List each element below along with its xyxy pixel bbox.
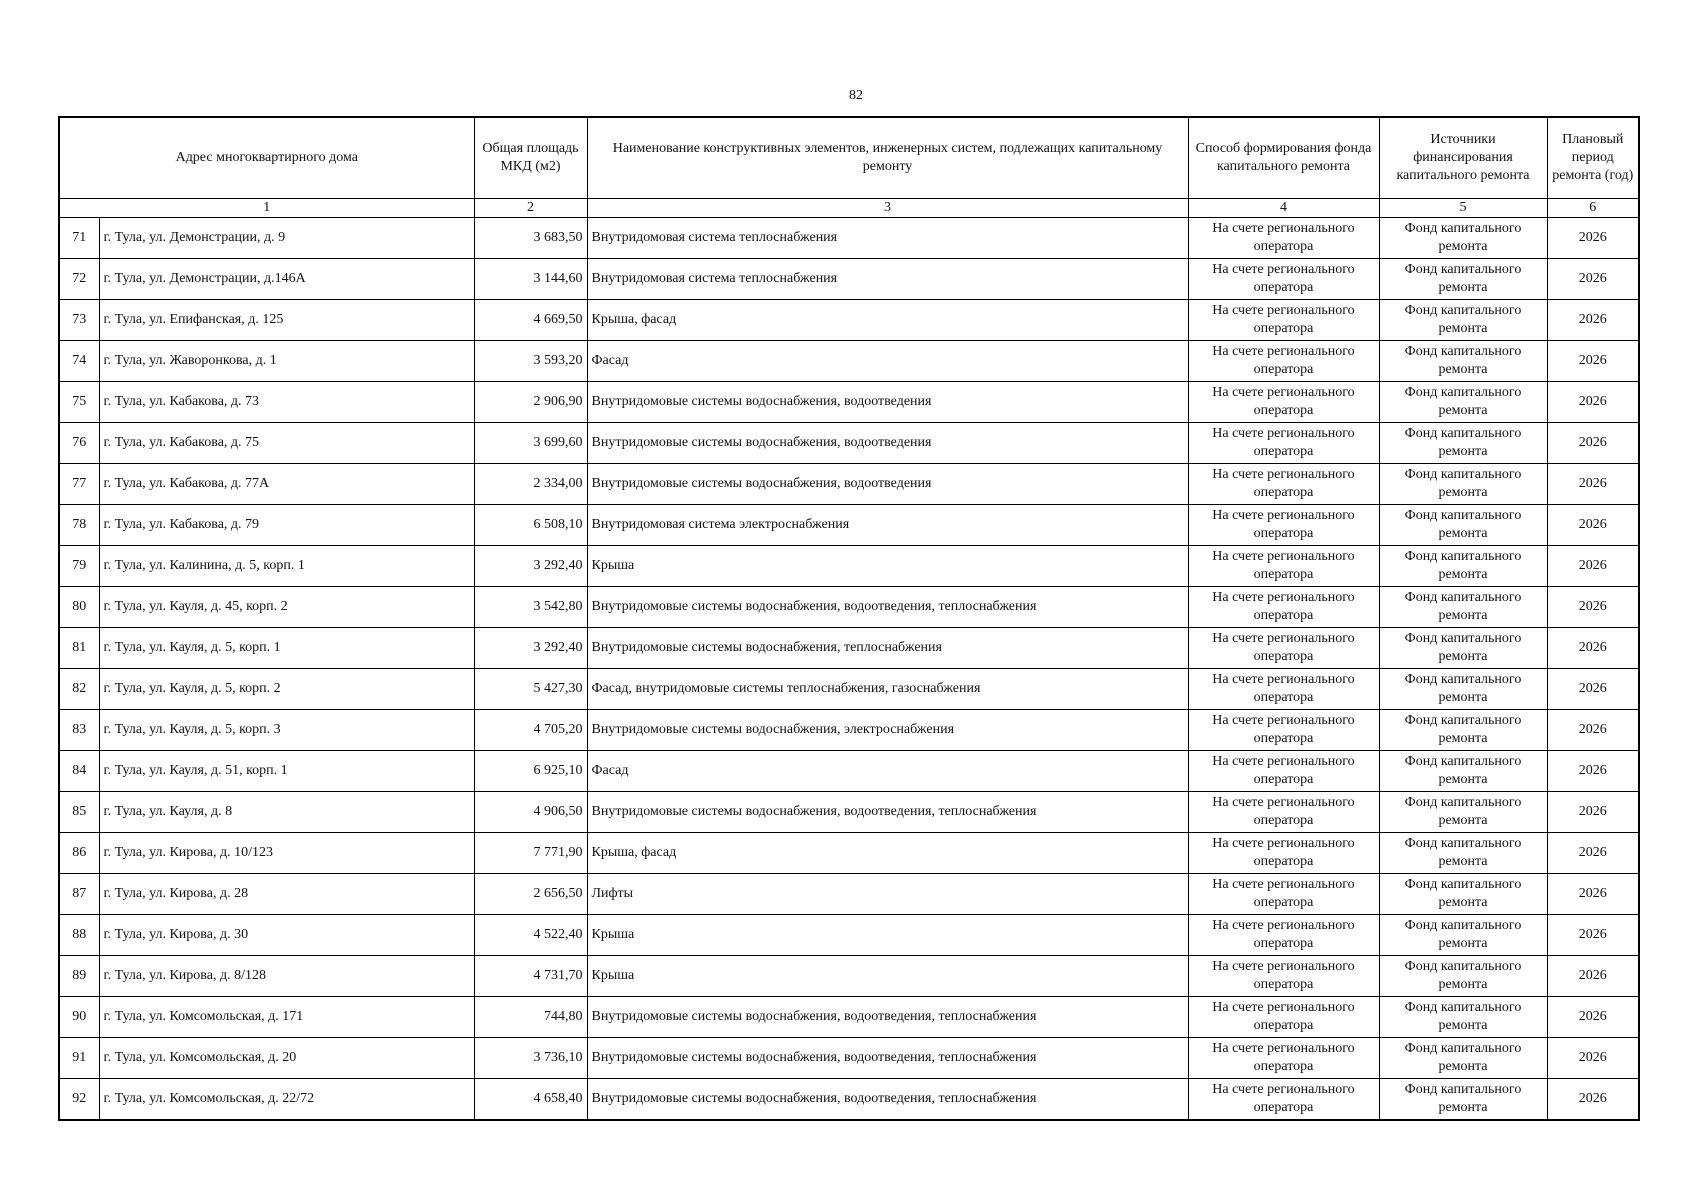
method-text: оператора bbox=[1253, 485, 1314, 500]
area-cell: 3 736,10 bbox=[474, 1038, 587, 1079]
table-row bbox=[59, 300, 1639, 341]
method-cell bbox=[1188, 546, 1379, 587]
year-cell: 2026 bbox=[1547, 1038, 1639, 1079]
row-number: 89 bbox=[59, 956, 99, 997]
elements-cell: Внутридомовые системы водоснабжения, водоотведения, теплоснабжения bbox=[587, 1079, 1188, 1121]
address-cell: г. Тула, ул. Кауля, д. 5, корп. 2 bbox=[99, 669, 474, 710]
area-cell: 4 906,50 bbox=[474, 792, 587, 833]
header-elements: Наименование конструктивных элементов, инженерных систем, подлежащих капитальному ремонту bbox=[587, 117, 1188, 199]
source-text: Фонд капитального bbox=[1404, 1082, 1522, 1097]
year-cell: 2026 bbox=[1547, 669, 1639, 710]
source-text: ремонта bbox=[1438, 649, 1488, 664]
method-text: оператора bbox=[1253, 731, 1314, 746]
source-cell bbox=[1379, 341, 1547, 382]
method-text: На счете регионального bbox=[1212, 713, 1355, 728]
method-cell bbox=[1188, 464, 1379, 505]
column-number: 3 bbox=[587, 199, 1188, 218]
elements-cell: Внутридомовая система теплоснабжения bbox=[587, 218, 1188, 259]
source-text: ремонта bbox=[1438, 321, 1488, 336]
method-cell bbox=[1188, 1079, 1379, 1121]
method-text: оператора bbox=[1253, 977, 1314, 992]
source-text: ремонта bbox=[1438, 690, 1488, 705]
year-cell: 2026 bbox=[1547, 874, 1639, 915]
table-row bbox=[59, 628, 1639, 669]
header-address: Адрес многоквартирного дома bbox=[59, 117, 474, 199]
source-cell bbox=[1379, 915, 1547, 956]
source-cell bbox=[1379, 505, 1547, 546]
address-cell: г. Тула, ул. Епифанская, д. 125 bbox=[99, 300, 474, 341]
source-cell bbox=[1379, 464, 1547, 505]
source-text: Фонд капитального bbox=[1404, 385, 1522, 400]
source-cell bbox=[1379, 997, 1547, 1038]
table-row bbox=[59, 874, 1639, 915]
source-text: ремонта bbox=[1438, 608, 1488, 623]
row-number: 72 bbox=[59, 259, 99, 300]
method-text: На счете регионального bbox=[1212, 549, 1355, 564]
source-text: Фонд капитального bbox=[1404, 959, 1522, 974]
header-period: Плановый период ремонта (год) bbox=[1547, 117, 1639, 199]
elements-cell: Фасад, внутридомовые системы теплоснабжения, газоснабжения bbox=[587, 669, 1188, 710]
source-cell bbox=[1379, 1079, 1547, 1121]
address-cell: г. Тула, ул. Кауля, д. 51, корп. 1 bbox=[99, 751, 474, 792]
year-cell: 2026 bbox=[1547, 628, 1639, 669]
source-cell bbox=[1379, 710, 1547, 751]
method-text: На счете регионального bbox=[1212, 467, 1355, 482]
source-text: ремонта bbox=[1438, 731, 1488, 746]
column-number: 1 bbox=[59, 199, 474, 218]
method-text: На счете регионального bbox=[1212, 426, 1355, 441]
year-cell: 2026 bbox=[1547, 997, 1639, 1038]
method-text: оператора bbox=[1253, 854, 1314, 869]
table-row bbox=[59, 792, 1639, 833]
table-body bbox=[59, 218, 1639, 1121]
elements-cell: Внутридомовые системы водоснабжения, теплоснабжения bbox=[587, 628, 1188, 669]
source-text: ремонта bbox=[1438, 567, 1488, 582]
source-cell bbox=[1379, 546, 1547, 587]
header-area: Общая площадь МКД (м2) bbox=[474, 117, 587, 199]
area-cell: 2 656,50 bbox=[474, 874, 587, 915]
method-text: оператора bbox=[1253, 772, 1314, 787]
source-text: ремонта bbox=[1438, 444, 1488, 459]
method-text: На счете регионального bbox=[1212, 631, 1355, 646]
method-text: На счете регионального bbox=[1212, 590, 1355, 605]
elements-cell: Крыша, фасад bbox=[587, 300, 1188, 341]
elements-cell: Фасад bbox=[587, 751, 1188, 792]
page-number: 82 bbox=[849, 88, 863, 103]
source-text: Фонд капитального bbox=[1404, 590, 1522, 605]
area-cell: 7 771,90 bbox=[474, 833, 587, 874]
year-cell: 2026 bbox=[1547, 382, 1639, 423]
row-number: 79 bbox=[59, 546, 99, 587]
elements-cell: Лифты bbox=[587, 874, 1188, 915]
source-text: Фонд капитального bbox=[1404, 467, 1522, 482]
address-cell: г. Тула, ул. Кабакова, д. 77А bbox=[99, 464, 474, 505]
address-cell: г. Тула, ул. Кабакова, д. 79 bbox=[99, 505, 474, 546]
elements-cell: Внутридомовые системы водоснабжения, водоотведения, теплоснабжения bbox=[587, 1038, 1188, 1079]
table-row bbox=[59, 751, 1639, 792]
elements-cell: Внутридомовые системы водоснабжения, водоотведения, теплоснабжения bbox=[587, 587, 1188, 628]
row-number: 84 bbox=[59, 751, 99, 792]
table-row bbox=[59, 1038, 1639, 1079]
method-text: оператора bbox=[1253, 1018, 1314, 1033]
method-cell bbox=[1188, 833, 1379, 874]
elements-cell: Внутридомовая система электроснабжения bbox=[587, 505, 1188, 546]
method-cell bbox=[1188, 956, 1379, 997]
method-text: На счете регионального bbox=[1212, 836, 1355, 851]
source-cell bbox=[1379, 792, 1547, 833]
source-cell bbox=[1379, 587, 1547, 628]
column-number: 2 bbox=[474, 199, 587, 218]
source-cell bbox=[1379, 833, 1547, 874]
method-cell bbox=[1188, 669, 1379, 710]
source-text: ремонта bbox=[1438, 1018, 1488, 1033]
row-number: 92 bbox=[59, 1079, 99, 1121]
source-text: ремонта bbox=[1438, 936, 1488, 951]
year-cell: 2026 bbox=[1547, 300, 1639, 341]
method-cell bbox=[1188, 997, 1379, 1038]
table-row bbox=[59, 259, 1639, 300]
year-cell: 2026 bbox=[1547, 1079, 1639, 1121]
address-cell: г. Тула, ул. Кауля, д. 45, корп. 2 bbox=[99, 587, 474, 628]
year-cell: 2026 bbox=[1547, 341, 1639, 382]
method-cell bbox=[1188, 628, 1379, 669]
area-cell: 4 522,40 bbox=[474, 915, 587, 956]
table-row bbox=[59, 1079, 1639, 1121]
source-text: ремонта bbox=[1438, 403, 1488, 418]
source-text: Фонд капитального bbox=[1404, 262, 1522, 277]
source-cell bbox=[1379, 874, 1547, 915]
capital-repair-table bbox=[58, 116, 1640, 1121]
area-cell: 3 144,60 bbox=[474, 259, 587, 300]
table-row bbox=[59, 464, 1639, 505]
address-cell: г. Тула, ул. Кирова, д. 30 bbox=[99, 915, 474, 956]
method-text: На счете регионального bbox=[1212, 262, 1355, 277]
table-row bbox=[59, 218, 1639, 259]
source-text: Фонд капитального bbox=[1404, 549, 1522, 564]
source-cell bbox=[1379, 1038, 1547, 1079]
table-row bbox=[59, 915, 1639, 956]
table-row bbox=[59, 997, 1639, 1038]
year-cell: 2026 bbox=[1547, 218, 1639, 259]
header-method: Способ формирования фонда капитального ремонта bbox=[1188, 117, 1379, 199]
source-cell bbox=[1379, 956, 1547, 997]
method-cell bbox=[1188, 792, 1379, 833]
source-cell bbox=[1379, 259, 1547, 300]
method-text: оператора bbox=[1253, 239, 1314, 254]
source-text: ремонта bbox=[1438, 977, 1488, 992]
row-number: 83 bbox=[59, 710, 99, 751]
area-cell: 6 508,10 bbox=[474, 505, 587, 546]
address-cell: г. Тула, ул. Кирова, д. 10/123 bbox=[99, 833, 474, 874]
year-cell: 2026 bbox=[1547, 423, 1639, 464]
source-text: Фонд капитального bbox=[1404, 672, 1522, 687]
column-number-row bbox=[59, 199, 1639, 218]
row-number: 91 bbox=[59, 1038, 99, 1079]
source-text: Фонд капитального bbox=[1404, 754, 1522, 769]
method-cell bbox=[1188, 915, 1379, 956]
source-text: ремонта bbox=[1438, 854, 1488, 869]
method-text: оператора bbox=[1253, 608, 1314, 623]
method-text: На счете регионального bbox=[1212, 508, 1355, 523]
method-cell bbox=[1188, 1038, 1379, 1079]
method-text: оператора bbox=[1253, 444, 1314, 459]
area-cell: 3 542,80 bbox=[474, 587, 587, 628]
row-number: 86 bbox=[59, 833, 99, 874]
method-text: На счете регионального bbox=[1212, 1000, 1355, 1015]
row-number: 77 bbox=[59, 464, 99, 505]
method-text: оператора bbox=[1253, 280, 1314, 295]
elements-cell: Фасад bbox=[587, 341, 1188, 382]
address-cell: г. Тула, ул. Кирова, д. 28 bbox=[99, 874, 474, 915]
source-text: ремонта bbox=[1438, 895, 1488, 910]
source-text: Фонд капитального bbox=[1404, 303, 1522, 318]
method-cell bbox=[1188, 587, 1379, 628]
source-text: ремонта bbox=[1438, 239, 1488, 254]
source-text: ремонта bbox=[1438, 526, 1488, 541]
source-cell bbox=[1379, 382, 1547, 423]
source-cell bbox=[1379, 669, 1547, 710]
method-text: оператора bbox=[1253, 1100, 1314, 1115]
row-number: 90 bbox=[59, 997, 99, 1038]
elements-cell: Внутридомовые системы водоснабжения, водоотведения bbox=[587, 382, 1188, 423]
row-number: 75 bbox=[59, 382, 99, 423]
address-cell: г. Тула, ул. Кауля, д. 5, корп. 1 bbox=[99, 628, 474, 669]
source-text: Фонд капитального bbox=[1404, 508, 1522, 523]
table-row bbox=[59, 669, 1639, 710]
method-text: оператора bbox=[1253, 936, 1314, 951]
source-text: ремонта bbox=[1438, 485, 1488, 500]
elements-cell: Крыша bbox=[587, 956, 1188, 997]
column-number: 5 bbox=[1379, 199, 1547, 218]
table-row bbox=[59, 546, 1639, 587]
area-cell: 5 427,30 bbox=[474, 669, 587, 710]
area-cell: 4 658,40 bbox=[474, 1079, 587, 1121]
column-number: 4 bbox=[1188, 199, 1379, 218]
year-cell: 2026 bbox=[1547, 751, 1639, 792]
row-number: 73 bbox=[59, 300, 99, 341]
address-cell: г. Тула, ул. Жаворонкова, д. 1 bbox=[99, 341, 474, 382]
year-cell: 2026 bbox=[1547, 546, 1639, 587]
source-text: Фонд капитального bbox=[1404, 221, 1522, 236]
elements-cell: Крыша bbox=[587, 915, 1188, 956]
row-number: 74 bbox=[59, 341, 99, 382]
method-cell bbox=[1188, 341, 1379, 382]
source-text: ремонта bbox=[1438, 1059, 1488, 1074]
year-cell: 2026 bbox=[1547, 464, 1639, 505]
address-cell: г. Тула, ул. Кабакова, д. 73 bbox=[99, 382, 474, 423]
source-text: Фонд капитального bbox=[1404, 877, 1522, 892]
source-text: ремонта bbox=[1438, 280, 1488, 295]
row-number: 78 bbox=[59, 505, 99, 546]
elements-cell: Внутридомовые системы водоснабжения, водоотведения bbox=[587, 464, 1188, 505]
source-text: ремонта bbox=[1438, 1100, 1488, 1115]
year-cell: 2026 bbox=[1547, 792, 1639, 833]
source-cell bbox=[1379, 300, 1547, 341]
address-cell: г. Тула, ул. Комсомольская, д. 22/72 bbox=[99, 1079, 474, 1121]
row-number: 82 bbox=[59, 669, 99, 710]
source-text: Фонд капитального bbox=[1404, 631, 1522, 646]
address-cell: г. Тула, ул. Демонстрации, д. 9 bbox=[99, 218, 474, 259]
area-cell: 3 292,40 bbox=[474, 628, 587, 669]
method-cell bbox=[1188, 382, 1379, 423]
area-cell: 3 593,20 bbox=[474, 341, 587, 382]
year-cell: 2026 bbox=[1547, 956, 1639, 997]
method-cell bbox=[1188, 423, 1379, 464]
method-text: оператора bbox=[1253, 649, 1314, 664]
method-cell bbox=[1188, 259, 1379, 300]
method-text: На счете регионального bbox=[1212, 795, 1355, 810]
source-text: Фонд капитального bbox=[1404, 1000, 1522, 1015]
method-text: оператора bbox=[1253, 362, 1314, 377]
year-cell: 2026 bbox=[1547, 710, 1639, 751]
row-number: 81 bbox=[59, 628, 99, 669]
method-cell bbox=[1188, 710, 1379, 751]
method-text: оператора bbox=[1253, 690, 1314, 705]
source-text: Фонд капитального bbox=[1404, 918, 1522, 933]
address-cell: г. Тула, ул. Комсомольская, д. 171 bbox=[99, 997, 474, 1038]
method-text: оператора bbox=[1253, 1059, 1314, 1074]
area-cell: 2 906,90 bbox=[474, 382, 587, 423]
address-cell: г. Тула, ул. Кирова, д. 8/128 bbox=[99, 956, 474, 997]
source-text: Фонд капитального bbox=[1404, 1041, 1522, 1056]
source-cell bbox=[1379, 423, 1547, 464]
table-row bbox=[59, 505, 1639, 546]
year-cell: 2026 bbox=[1547, 587, 1639, 628]
method-text: На счете регионального bbox=[1212, 344, 1355, 359]
elements-cell: Крыша, фасад bbox=[587, 833, 1188, 874]
method-text: На счете регионального bbox=[1212, 385, 1355, 400]
method-cell bbox=[1188, 874, 1379, 915]
area-cell: 3 683,50 bbox=[474, 218, 587, 259]
table-row bbox=[59, 382, 1639, 423]
source-text: Фонд капитального bbox=[1404, 713, 1522, 728]
header-source: Источники финансирования капитального ремонта bbox=[1379, 117, 1547, 199]
method-text: На счете регионального bbox=[1212, 918, 1355, 933]
method-text: оператора bbox=[1253, 403, 1314, 418]
year-cell: 2026 bbox=[1547, 505, 1639, 546]
table-row bbox=[59, 956, 1639, 997]
table-row bbox=[59, 423, 1639, 464]
method-cell bbox=[1188, 218, 1379, 259]
source-text: ремонта bbox=[1438, 772, 1488, 787]
method-text: оператора bbox=[1253, 813, 1314, 828]
column-number: 6 bbox=[1547, 199, 1639, 218]
address-cell: г. Тула, ул. Кабакова, д. 75 bbox=[99, 423, 474, 464]
method-text: На счете регионального bbox=[1212, 1082, 1355, 1097]
year-cell: 2026 bbox=[1547, 259, 1639, 300]
year-cell: 2026 bbox=[1547, 915, 1639, 956]
method-text: На счете регионального bbox=[1212, 221, 1355, 236]
source-text: Фонд капитального bbox=[1404, 836, 1522, 851]
source-cell bbox=[1379, 218, 1547, 259]
table-row bbox=[59, 587, 1639, 628]
method-text: На счете регионального bbox=[1212, 877, 1355, 892]
area-cell: 3 292,40 bbox=[474, 546, 587, 587]
method-text: На счете регионального bbox=[1212, 303, 1355, 318]
method-text: оператора bbox=[1253, 526, 1314, 541]
source-cell bbox=[1379, 751, 1547, 792]
source-text: Фонд капитального bbox=[1404, 795, 1522, 810]
area-cell: 4 731,70 bbox=[474, 956, 587, 997]
row-number: 85 bbox=[59, 792, 99, 833]
elements-cell: Внутридомовые системы водоснабжения, электроснабжения bbox=[587, 710, 1188, 751]
area-cell: 4 705,20 bbox=[474, 710, 587, 751]
source-text: Фонд капитального bbox=[1404, 344, 1522, 359]
row-number: 88 bbox=[59, 915, 99, 956]
table-header-row bbox=[59, 117, 1639, 199]
table-row bbox=[59, 710, 1639, 751]
method-text: оператора bbox=[1253, 895, 1314, 910]
elements-cell: Внутридомовые системы водоснабжения, водоотведения bbox=[587, 423, 1188, 464]
year-cell: 2026 bbox=[1547, 833, 1639, 874]
method-cell bbox=[1188, 300, 1379, 341]
address-cell: г. Тула, ул. Кауля, д. 5, корп. 3 bbox=[99, 710, 474, 751]
address-cell: г. Тула, ул. Демонстрации, д.146А bbox=[99, 259, 474, 300]
row-number: 76 bbox=[59, 423, 99, 464]
method-text: На счете регионального bbox=[1212, 754, 1355, 769]
table-row bbox=[59, 341, 1639, 382]
area-cell: 3 699,60 bbox=[474, 423, 587, 464]
elements-cell: Внутридомовая система теплоснабжения bbox=[587, 259, 1188, 300]
method-text: На счете регионального bbox=[1212, 1041, 1355, 1056]
elements-cell: Внутридомовые системы водоснабжения, водоотведения, теплоснабжения bbox=[587, 997, 1188, 1038]
area-cell: 4 669,50 bbox=[474, 300, 587, 341]
address-cell: г. Тула, ул. Кауля, д. 8 bbox=[99, 792, 474, 833]
elements-cell: Крыша bbox=[587, 546, 1188, 587]
source-text: ремонта bbox=[1438, 362, 1488, 377]
method-text: На счете регионального bbox=[1212, 959, 1355, 974]
area-cell: 2 334,00 bbox=[474, 464, 587, 505]
method-text: оператора bbox=[1253, 321, 1314, 336]
address-cell: г. Тула, ул. Калинина, д. 5, корп. 1 bbox=[99, 546, 474, 587]
area-cell: 744,80 bbox=[474, 997, 587, 1038]
elements-cell: Внутридомовые системы водоснабжения, водоотведения, теплоснабжения bbox=[587, 792, 1188, 833]
table-row bbox=[59, 833, 1639, 874]
method-cell bbox=[1188, 751, 1379, 792]
source-text: Фонд капитального bbox=[1404, 426, 1522, 441]
row-number: 71 bbox=[59, 218, 99, 259]
method-text: оператора bbox=[1253, 567, 1314, 582]
row-number: 87 bbox=[59, 874, 99, 915]
source-cell bbox=[1379, 628, 1547, 669]
method-text: На счете регионального bbox=[1212, 672, 1355, 687]
address-cell: г. Тула, ул. Комсомольская, д. 20 bbox=[99, 1038, 474, 1079]
method-cell bbox=[1188, 505, 1379, 546]
row-number: 80 bbox=[59, 587, 99, 628]
source-text: ремонта bbox=[1438, 813, 1488, 828]
area-cell: 6 925,10 bbox=[474, 751, 587, 792]
